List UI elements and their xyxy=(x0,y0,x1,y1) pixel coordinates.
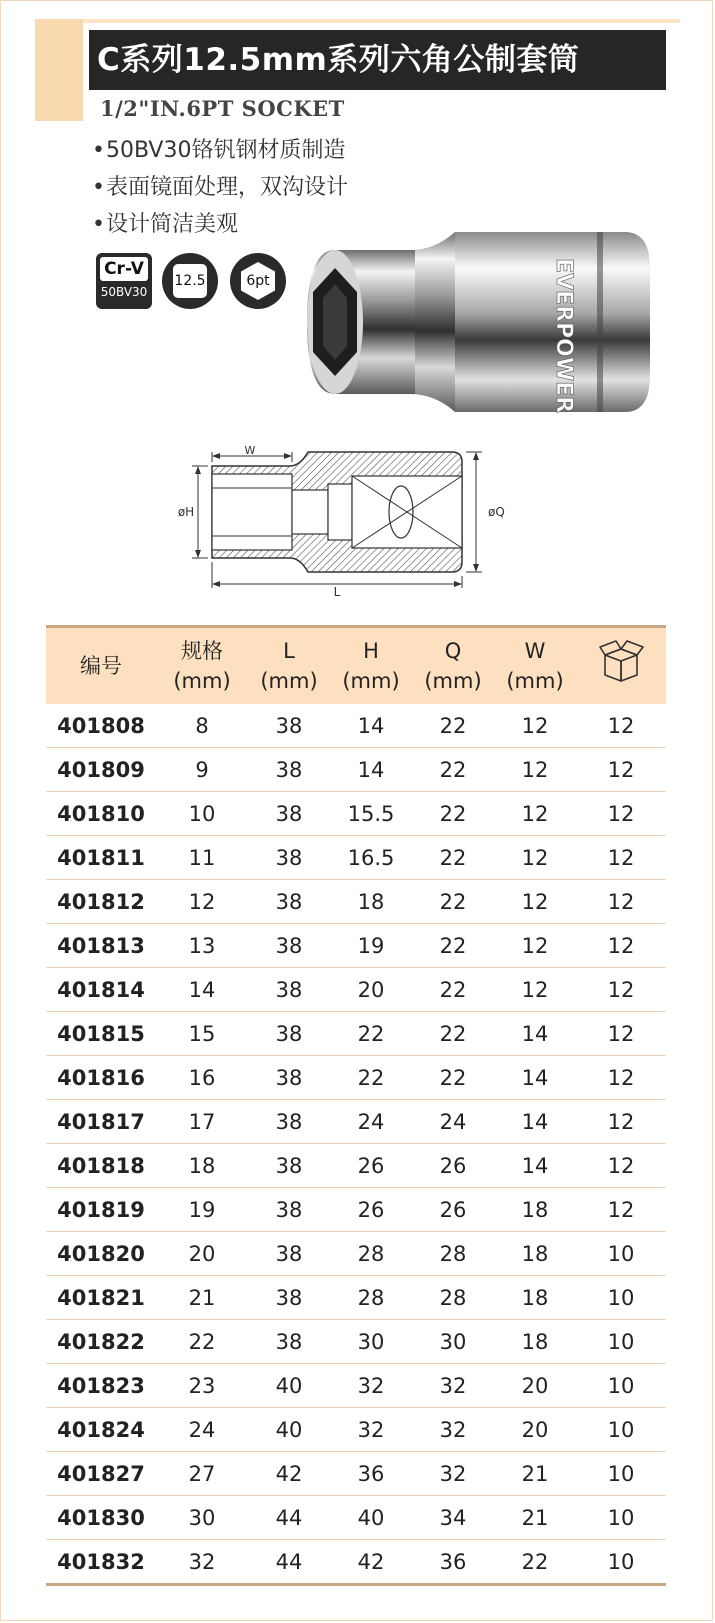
cell-length: 38 xyxy=(248,880,330,924)
cell-size: 13 xyxy=(156,924,248,968)
cell-q: 22 xyxy=(412,748,494,792)
feature-item: •50BV30铬钒钢材质制造 xyxy=(92,138,346,163)
cell-q: 36 xyxy=(412,1540,494,1585)
drive-size-label: 12.5 xyxy=(174,273,206,289)
feature-text: 设计简洁美观 xyxy=(106,212,239,237)
cell-code: 401814 xyxy=(46,968,156,1012)
cell-size: 19 xyxy=(156,1188,248,1232)
cell-code: 401818 xyxy=(46,1144,156,1188)
feature-item: •设计简洁美观 xyxy=(92,212,239,237)
cell-pack-qty: 12 xyxy=(576,880,666,924)
cell-size: 17 xyxy=(156,1100,248,1144)
cell-pack-qty: 12 xyxy=(576,748,666,792)
cell-h: 32 xyxy=(330,1364,412,1408)
cell-code: 401819 xyxy=(46,1188,156,1232)
col-header-pack-qty xyxy=(576,627,666,705)
cell-code: 401817 xyxy=(46,1100,156,1144)
cell-code: 401822 xyxy=(46,1320,156,1364)
cell-w: 21 xyxy=(494,1452,576,1496)
cell-pack-qty: 10 xyxy=(576,1496,666,1540)
cell-h: 40 xyxy=(330,1496,412,1540)
header-text: H xyxy=(363,639,379,663)
cell-code: 401816 xyxy=(46,1056,156,1100)
header-text: W xyxy=(524,639,546,663)
cell-pack-qty: 10 xyxy=(576,1364,666,1408)
cell-h: 14 xyxy=(330,748,412,792)
cell-size: 21 xyxy=(156,1276,248,1320)
cell-size: 16 xyxy=(156,1056,248,1100)
page-subtitle: 1/2"IN.6PT SOCKET xyxy=(100,96,345,121)
cell-pack-qty: 12 xyxy=(576,1188,666,1232)
cell-h: 16.5 xyxy=(330,836,412,880)
table-row xyxy=(46,924,666,968)
cell-code: 401813 xyxy=(46,924,156,968)
cell-length: 38 xyxy=(248,792,330,836)
cell-length: 38 xyxy=(248,968,330,1012)
cell-size: 23 xyxy=(156,1364,248,1408)
table-row xyxy=(46,1056,666,1100)
brand-engraving: EVERPOWER xyxy=(551,258,576,414)
cell-h: 28 xyxy=(330,1276,412,1320)
diagram-h-label: øH xyxy=(177,505,195,519)
cell-h: 28 xyxy=(330,1232,412,1276)
cell-h: 26 xyxy=(330,1144,412,1188)
cell-size: 30 xyxy=(156,1496,248,1540)
header-unit: (mm) xyxy=(260,669,318,693)
cell-w: 12 xyxy=(494,968,576,1012)
cell-w: 18 xyxy=(494,1276,576,1320)
cell-size: 14 xyxy=(156,968,248,1012)
cell-code: 401823 xyxy=(46,1364,156,1408)
accent-block xyxy=(35,19,83,121)
spec-table-body xyxy=(46,704,666,1585)
cell-code: 401821 xyxy=(46,1276,156,1320)
cell-h: 32 xyxy=(330,1408,412,1452)
header-text: Q xyxy=(444,639,462,663)
diagram-w-label: W xyxy=(244,444,256,457)
accent-line xyxy=(83,19,680,23)
cell-code: 401809 xyxy=(46,748,156,792)
cell-code: 401810 xyxy=(46,792,156,836)
socket-dimension-diagram xyxy=(177,444,505,599)
cell-size: 24 xyxy=(156,1408,248,1452)
cell-q: 26 xyxy=(412,1144,494,1188)
cell-pack-qty: 12 xyxy=(576,704,666,748)
diagram-l-label: L xyxy=(333,585,341,599)
cell-code: 401827 xyxy=(46,1452,156,1496)
table-row xyxy=(46,792,666,836)
cell-size: 9 xyxy=(156,748,248,792)
cell-code: 401808 xyxy=(46,704,156,748)
cell-w: 12 xyxy=(494,836,576,880)
cell-length: 38 xyxy=(248,1232,330,1276)
cell-q: 22 xyxy=(412,1056,494,1100)
col-header-h xyxy=(330,627,412,705)
cell-pack-qty: 12 xyxy=(576,968,666,1012)
cell-pack-qty: 10 xyxy=(576,1540,666,1585)
table-row xyxy=(46,1188,666,1232)
cell-q: 32 xyxy=(412,1364,494,1408)
cell-length: 38 xyxy=(248,1056,330,1100)
feature-list xyxy=(92,132,348,243)
cell-length: 38 xyxy=(248,1012,330,1056)
cell-w: 14 xyxy=(494,1144,576,1188)
feature-text: 50BV30铬钒钢材质制造 xyxy=(106,138,346,163)
cell-w: 18 xyxy=(494,1320,576,1364)
cell-size: 27 xyxy=(156,1452,248,1496)
table-row xyxy=(46,1364,666,1408)
header-text: 规格 xyxy=(181,639,223,663)
cell-q: 28 xyxy=(412,1276,494,1320)
table-row xyxy=(46,1012,666,1056)
cell-pack-qty: 12 xyxy=(576,1100,666,1144)
cell-pack-qty: 12 xyxy=(576,924,666,968)
cell-length: 44 xyxy=(248,1540,330,1585)
table-row xyxy=(46,1144,666,1188)
header-unit: (mm) xyxy=(506,669,564,693)
cell-length: 40 xyxy=(248,1364,330,1408)
cell-q: 32 xyxy=(412,1408,494,1452)
cell-length: 38 xyxy=(248,704,330,748)
cell-h: 15.5 xyxy=(330,792,412,836)
socket-product-photo xyxy=(305,228,655,416)
cell-h: 36 xyxy=(330,1452,412,1496)
cell-w: 12 xyxy=(494,792,576,836)
table-row xyxy=(46,704,666,748)
cell-w: 22 xyxy=(494,1540,576,1585)
cell-pack-qty: 10 xyxy=(576,1408,666,1452)
cell-code: 401812 xyxy=(46,880,156,924)
cell-w: 20 xyxy=(494,1408,576,1452)
cell-w: 14 xyxy=(494,1012,576,1056)
cell-pack-qty: 12 xyxy=(576,836,666,880)
cell-pack-qty: 12 xyxy=(576,1144,666,1188)
cell-w: 12 xyxy=(494,704,576,748)
material-badge-top: Cr-V xyxy=(100,257,148,281)
table-row xyxy=(46,836,666,880)
cell-size: 11 xyxy=(156,836,248,880)
cell-h: 22 xyxy=(330,1012,412,1056)
material-badge xyxy=(96,253,152,309)
diagram-q-label: øQ xyxy=(488,505,505,519)
cell-q: 22 xyxy=(412,924,494,968)
table-row xyxy=(46,1276,666,1320)
cell-h: 30 xyxy=(330,1320,412,1364)
spec-table xyxy=(46,625,666,1586)
cell-length: 44 xyxy=(248,1496,330,1540)
cell-pack-qty: 10 xyxy=(576,1276,666,1320)
table-row xyxy=(46,968,666,1012)
header-unit: (mm) xyxy=(424,669,482,693)
point-count-badge xyxy=(230,253,286,309)
cell-length: 38 xyxy=(248,924,330,968)
material-badge-bottom: 50BV30 xyxy=(100,285,148,299)
table-row xyxy=(46,880,666,924)
cell-pack-qty: 10 xyxy=(576,1320,666,1364)
cell-h: 26 xyxy=(330,1188,412,1232)
cell-w: 12 xyxy=(494,924,576,968)
cell-h: 24 xyxy=(330,1100,412,1144)
col-header-code xyxy=(46,627,156,705)
cell-size: 15 xyxy=(156,1012,248,1056)
page-title: C系列12.5mm系列六角公制套筒 xyxy=(89,30,666,90)
cell-code: 401815 xyxy=(46,1012,156,1056)
header-unit: (mm) xyxy=(173,669,231,693)
cell-pack-qty: 12 xyxy=(576,792,666,836)
cell-size: 12 xyxy=(156,880,248,924)
cell-q: 24 xyxy=(412,1100,494,1144)
cell-q: 28 xyxy=(412,1232,494,1276)
box-icon xyxy=(597,639,645,685)
cell-size: 8 xyxy=(156,704,248,748)
cell-code: 401824 xyxy=(46,1408,156,1452)
cell-size: 22 xyxy=(156,1320,248,1364)
cell-length: 38 xyxy=(248,1320,330,1364)
header-text: 编号 xyxy=(80,654,122,678)
cell-w: 21 xyxy=(494,1496,576,1540)
cell-w: 18 xyxy=(494,1188,576,1232)
cell-length: 38 xyxy=(248,1100,330,1144)
table-header-row xyxy=(46,627,666,705)
cell-size: 32 xyxy=(156,1540,248,1585)
cell-q: 22 xyxy=(412,1012,494,1056)
cell-h: 18 xyxy=(330,880,412,924)
cell-size: 10 xyxy=(156,792,248,836)
cell-w: 20 xyxy=(494,1364,576,1408)
cell-length: 38 xyxy=(248,748,330,792)
table-row xyxy=(46,1496,666,1540)
header-text: L xyxy=(283,639,295,663)
cell-q: 22 xyxy=(412,704,494,748)
cell-code: 401830 xyxy=(46,1496,156,1540)
cell-length: 38 xyxy=(248,1276,330,1320)
cell-length: 38 xyxy=(248,1144,330,1188)
cell-h: 14 xyxy=(330,704,412,748)
cell-q: 22 xyxy=(412,836,494,880)
cell-length: 38 xyxy=(248,836,330,880)
cell-q: 22 xyxy=(412,792,494,836)
cell-pack-qty: 12 xyxy=(576,1056,666,1100)
cell-h: 42 xyxy=(330,1540,412,1585)
cell-q: 22 xyxy=(412,880,494,924)
cell-h: 19 xyxy=(330,924,412,968)
cell-w: 14 xyxy=(494,1056,576,1100)
table-row xyxy=(46,1408,666,1452)
cell-size: 18 xyxy=(156,1144,248,1188)
cell-length: 42 xyxy=(248,1452,330,1496)
header-unit: (mm) xyxy=(342,669,400,693)
col-header-l xyxy=(248,627,330,705)
cell-q: 22 xyxy=(412,968,494,1012)
cell-w: 12 xyxy=(494,880,576,924)
cell-length: 38 xyxy=(248,1188,330,1232)
cell-w: 18 xyxy=(494,1232,576,1276)
cell-code: 401820 xyxy=(46,1232,156,1276)
drive-size-badge xyxy=(162,253,218,309)
table-row xyxy=(46,1232,666,1276)
cell-pack-qty: 12 xyxy=(576,1012,666,1056)
cell-q: 32 xyxy=(412,1452,494,1496)
table-row xyxy=(46,748,666,792)
cell-h: 22 xyxy=(330,1056,412,1100)
cell-pack-qty: 10 xyxy=(576,1452,666,1496)
cell-q: 34 xyxy=(412,1496,494,1540)
table-row xyxy=(46,1452,666,1496)
cell-q: 26 xyxy=(412,1188,494,1232)
col-header-q xyxy=(412,627,494,705)
col-header-w xyxy=(494,627,576,705)
point-count-label: 6pt xyxy=(246,273,270,289)
table-row xyxy=(46,1320,666,1364)
cell-code: 401832 xyxy=(46,1540,156,1585)
cell-h: 20 xyxy=(330,968,412,1012)
cell-w: 14 xyxy=(494,1100,576,1144)
cell-q: 30 xyxy=(412,1320,494,1364)
cell-pack-qty: 10 xyxy=(576,1232,666,1276)
feature-item: •表面镜面处理，双沟设计 xyxy=(92,175,349,200)
table-row xyxy=(46,1540,666,1585)
cell-w: 12 xyxy=(494,748,576,792)
table-row xyxy=(46,1100,666,1144)
cell-length: 40 xyxy=(248,1408,330,1452)
feature-text: 表面镜面处理，双沟设计 xyxy=(106,175,349,200)
cell-size: 20 xyxy=(156,1232,248,1276)
col-header-size xyxy=(156,627,248,705)
cell-code: 401811 xyxy=(46,836,156,880)
